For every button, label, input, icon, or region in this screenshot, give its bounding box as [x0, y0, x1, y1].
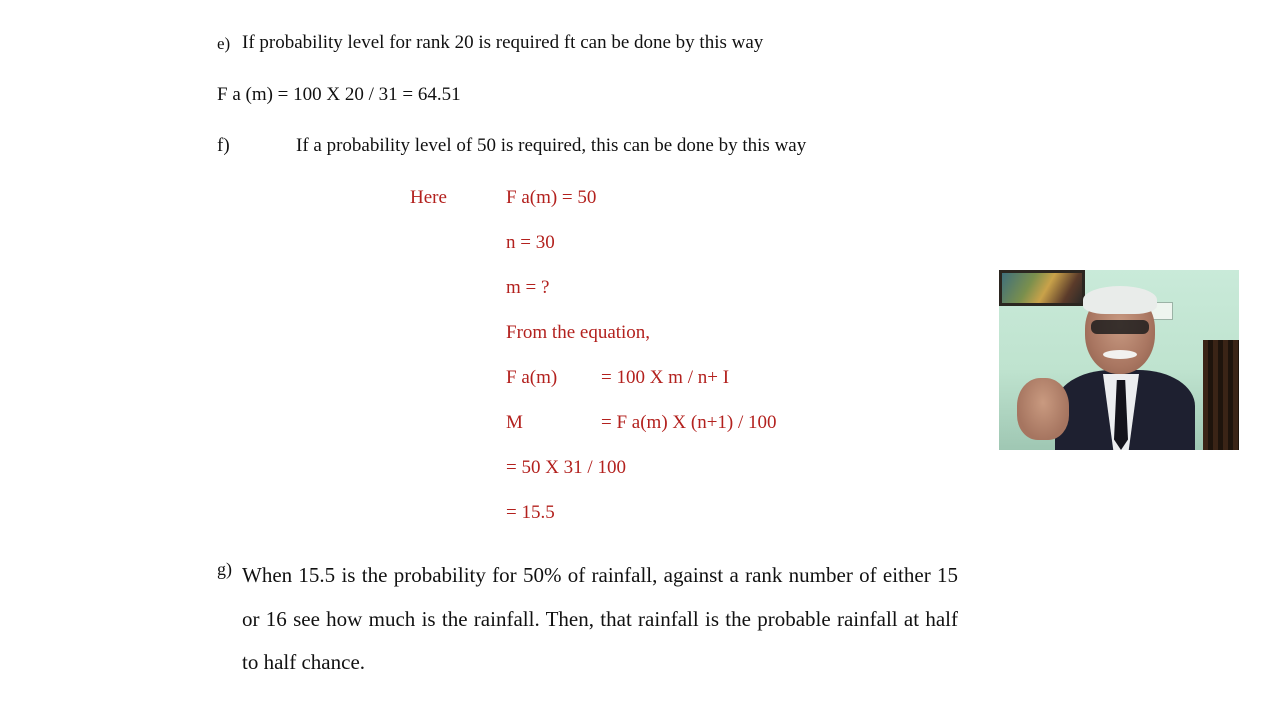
work-eq1-lhs: F a(m)	[506, 367, 558, 388]
presenter-webcam-video	[999, 270, 1239, 450]
work-n-value: n = 30	[506, 232, 555, 253]
work-fam-value: F a(m) = 50	[506, 187, 597, 208]
wall-painting	[999, 270, 1085, 306]
work-eq2-lhs: M	[506, 412, 523, 433]
presenter-hair	[1083, 286, 1157, 314]
work-eq1-rhs: = 100 X m / n+ I	[601, 367, 730, 388]
work-calc-step1: = 50 X 31 / 100	[506, 457, 626, 478]
item-f-marker: f)	[217, 135, 230, 156]
wooden-door	[1203, 340, 1239, 450]
work-m-unknown: m = ?	[506, 277, 550, 298]
work-calc-result: = 15.5	[506, 502, 555, 523]
presenter-mustache	[1103, 350, 1137, 359]
presenter-glasses	[1091, 320, 1149, 334]
item-e-text: If probability level for rank 20 is required ft can be done by this way	[242, 32, 764, 53]
presenter-hand	[1017, 378, 1069, 440]
work-eq2-rhs: = F a(m) X (n+1) / 100	[601, 412, 777, 433]
fa-equation: F a (m) = 100 X 20 / 31 = 64.51	[217, 84, 461, 105]
item-g-marker: g)	[217, 559, 232, 579]
work-from-equation: From the equation,	[506, 322, 651, 343]
item-f-text: If a probability level of 50 is required, this can be done by this way	[296, 135, 807, 156]
item-g-paragraph: When 15.5 is the probability for 50% of rainfall, against a rank number of either 15 or 16 see how much is the rainfall. Then, that rainfall is the probable rainfall at half to half chance.	[242, 563, 958, 674]
item-e-marker: e)	[217, 34, 231, 53]
work-here-label: Here	[410, 187, 447, 208]
